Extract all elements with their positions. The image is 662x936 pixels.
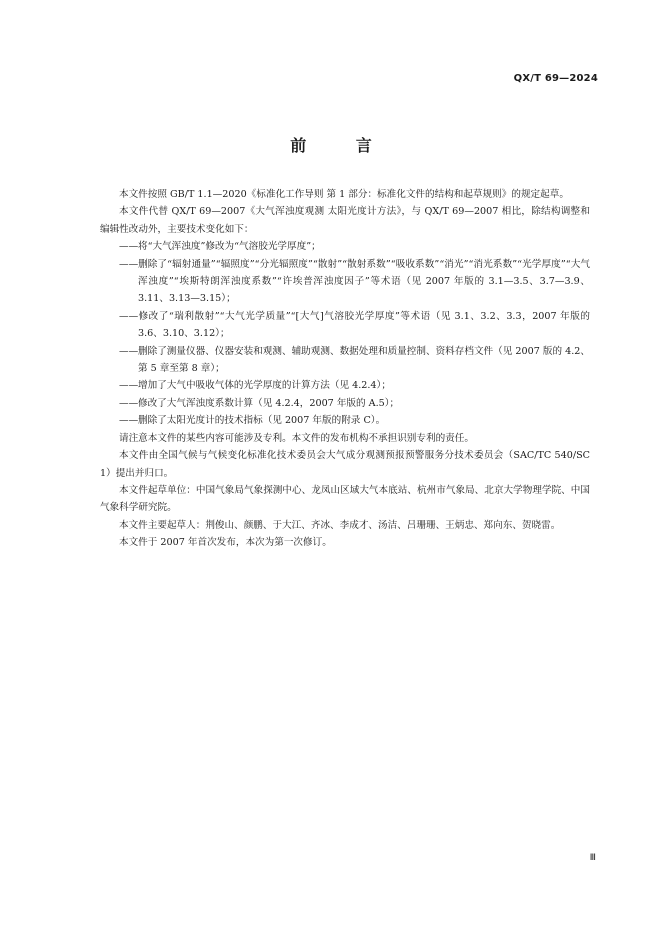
- change-item-text: 删除了测量仪器、仪器安装和观测、辅助观测、数据处理和质量控制、资料存档文件（见 2007 版的 4.2、第 5 章至第 8 章）；: [138, 345, 590, 375]
- document-code: QX/T 69—2024: [513, 73, 598, 84]
- paragraph-history: 本文件于 2007 年首次发布，本次为第一次修订。: [119, 537, 332, 549]
- dash-marker: ——: [119, 258, 139, 270]
- change-item: [100, 238, 590, 255]
- change-item-text: 修改了“瑞利散射”“大气光学质量”“[大气]气溶胶光学厚度”等术语（见 3.1、3.2、3.3，2007 年版的 3.6、3.10、3.12）；: [138, 310, 590, 340]
- paragraph-proposer: 本文件由全国气候与气候变化标准化技术委员会大气成分观测预报预警服务分技术委员会（SAC/TC 540/SC 1）提出并归口。: [100, 450, 590, 479]
- paragraph-drafters: 本文件主要起草人：荆俊山、颜鹏、于大江、齐冰、李成才、汤洁、吕珊珊、王炳忠、郑向东、贺晓雷。: [119, 519, 561, 531]
- dash-marker: ——: [119, 241, 139, 253]
- change-item: [100, 308, 590, 343]
- change-item: [100, 343, 590, 378]
- paragraph-drafting-units: 本文件起草单位：中国气象局气象探测中心、龙凤山区域大气本底站、杭州市气象局、北京大学物理学院、中国气象科学研究院。: [100, 484, 590, 514]
- change-item-text: 增加了大气中吸收气体的光学厚度的计算方法（见 4.2.4）；: [138, 380, 391, 392]
- page-title: 前 言: [290, 136, 394, 155]
- change-item: [100, 395, 590, 412]
- change-item-text: 删除了太阳光度计的技术指标（见 2007 年版的附录 C）。: [138, 415, 386, 427]
- paragraph-replacement: 本文件代替 QX/T 69—2007《大气浑浊度观测 太阳光度计方法》，与 QX/T 69—2007 相比，除结构调整和编辑性改动外，主要技术变化如下：: [100, 206, 590, 235]
- paragraph-patent-notice: 请注意本文件的某些内容可能涉及专利。本文件的发布机构不承担识别专利的责任。: [119, 432, 474, 444]
- change-item: [100, 412, 590, 429]
- dash-marker: ——: [119, 397, 139, 409]
- change-item-text: 删除了“辐射通量”“辐照度”“分光辐照度”“散射”“散射系数”“吸收系数”“消光”“消光系数”“光学厚度”“大气浑浊度”“埃斯特朗浑浊度系数”“许埃普浑浊度因子”等术语（见 2007 年版的 3.1—3.5、3.7—3.9、3.11、3.13—3.15）；: [138, 258, 590, 305]
- paragraph-drafting-rules: 本文件按照 GB/T 1.1—2020《标准化工作导则 第 1 部分：标准化文件的结构和起草规则》的规定起草。: [119, 189, 569, 200]
- page-number: Ⅲ: [589, 853, 596, 863]
- change-item: [100, 256, 590, 308]
- change-item-text: 将“大气浑浊度”修改为“气溶胶光学厚度”；: [138, 241, 321, 253]
- dash-marker: ——: [119, 380, 139, 392]
- change-item-text: 修改了大气浑浊度系数计算（见 4.2.4，2007 年版的 A.5）；: [138, 397, 400, 409]
- dash-marker: ——: [119, 415, 139, 427]
- dash-marker: ——: [119, 310, 139, 322]
- change-item: [100, 377, 590, 394]
- dash-marker: ——: [119, 345, 139, 357]
- foreword-body: [100, 186, 590, 552]
